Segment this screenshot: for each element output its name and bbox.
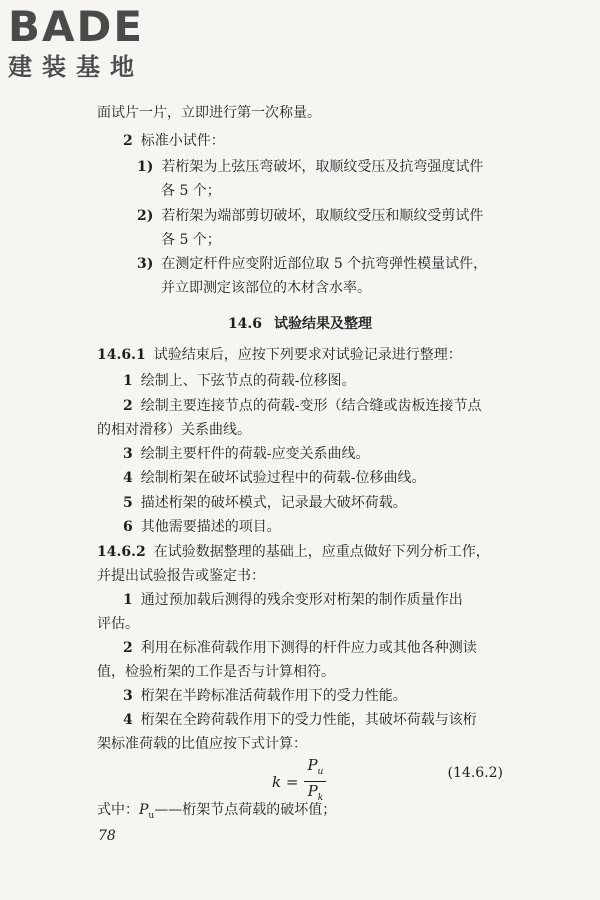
fraction-numerator: $P_u$ bbox=[304, 756, 326, 782]
list-item: 2 绘制主要连接节点的荷载-变形（结合缝或齿板连接节点 bbox=[123, 398, 482, 414]
item-number: 2) bbox=[137, 208, 154, 224]
item-number: 1 bbox=[123, 373, 133, 389]
clause: 14.6.1 试验结束后，应按下列要求对试验记录进行整理： bbox=[97, 347, 462, 363]
item-number: 2 bbox=[123, 133, 133, 149]
list-item: 5 描述桁架的破坏模式，记录最大破坏荷载。 bbox=[123, 495, 407, 511]
item-number: 4 bbox=[123, 712, 133, 728]
text-line: 值，检验桁架的工作是否与计算相符。 bbox=[97, 664, 335, 680]
list-item: 1 通过预加载后测得的残余变形对桁架的制作质量作出 bbox=[123, 592, 463, 608]
list-item: 1 绘制上、下弦节点的荷载-位移图。 bbox=[123, 373, 356, 389]
clause: 14.6.2 在试验数据整理的基础上，应重点做好下列分析工作， bbox=[97, 544, 490, 560]
text-line: 评估。 bbox=[97, 616, 139, 632]
section-number: 14.6 bbox=[227, 316, 263, 332]
item-number: 5 bbox=[123, 495, 133, 511]
list-item: 2) 若桁架为端部剪切破坏，取顺纹受压和顺纹受剪试件 bbox=[137, 208, 484, 224]
text-line: 各 5 个； bbox=[161, 232, 221, 248]
text-line: 并立即测定该部位的木材含水率。 bbox=[161, 280, 371, 296]
text-line: 的相对滑移）关系曲线。 bbox=[97, 422, 251, 438]
list-item: 4 桁架在全跨荷载作用下的受力性能，其破坏荷载与该桁 bbox=[123, 712, 477, 728]
list-item: 3 桁架在半跨标准活荷载作用下的受力性能。 bbox=[123, 688, 407, 704]
where-clause: 式中：$P_u——$桁架节点荷载的破坏值； bbox=[97, 802, 337, 821]
text-line: 并提出试验报告或鉴定书： bbox=[97, 568, 265, 584]
list-item: 1) 若桁架为上弦压弯破坏，取顺纹受压及抗弯强度试件 bbox=[137, 159, 484, 175]
equation-number: (14.6.2) bbox=[447, 765, 503, 781]
list-item: 3) 在测定杆件应变附近部位取 5 个抗弯弹性模量试件， bbox=[137, 256, 488, 272]
page-number: 78 bbox=[98, 828, 116, 844]
item-number: 2 bbox=[123, 640, 133, 656]
item-number: 6 bbox=[123, 519, 133, 535]
list-item: 2 标准小试件： bbox=[123, 133, 225, 149]
item-number: 3 bbox=[123, 688, 133, 704]
clause-number: 14.6.1 bbox=[97, 347, 146, 363]
logo-subtitle: 建装基地 bbox=[8, 53, 144, 81]
item-number: 2 bbox=[123, 398, 133, 414]
list-item: 2 利用在标准荷载作用下测得的杆件应力或其他各种测读 bbox=[123, 640, 477, 656]
text-line: 面试片一片，立即进行第一次称量。 bbox=[97, 105, 321, 121]
clause-number: 14.6.2 bbox=[97, 544, 146, 560]
list-item: 6 其他需要描述的项目。 bbox=[123, 519, 281, 535]
section-heading bbox=[0, 313, 600, 333]
section-title: 试验结果及整理 bbox=[274, 316, 373, 332]
item-number: 3) bbox=[137, 256, 154, 272]
item-number: 4 bbox=[123, 470, 133, 486]
fraction-denominator: $P_k$ bbox=[307, 782, 324, 803]
text-line: 架标准荷载的比值应按下式计算： bbox=[97, 736, 307, 752]
text-line: 各 5 个； bbox=[161, 183, 221, 199]
item-number: 1 bbox=[123, 592, 133, 608]
item-number: 3 bbox=[123, 446, 133, 462]
list-item: 3 绘制主要杆件的荷载-应变关系曲线。 bbox=[123, 446, 370, 462]
list-item: 4 绘制桁架在破坏试验过程中的荷载-位移曲线。 bbox=[123, 470, 426, 486]
item-number: 1) bbox=[137, 159, 154, 175]
formula-lhs: k = bbox=[272, 772, 299, 791]
logo-wordmark: BADE bbox=[8, 2, 145, 51]
